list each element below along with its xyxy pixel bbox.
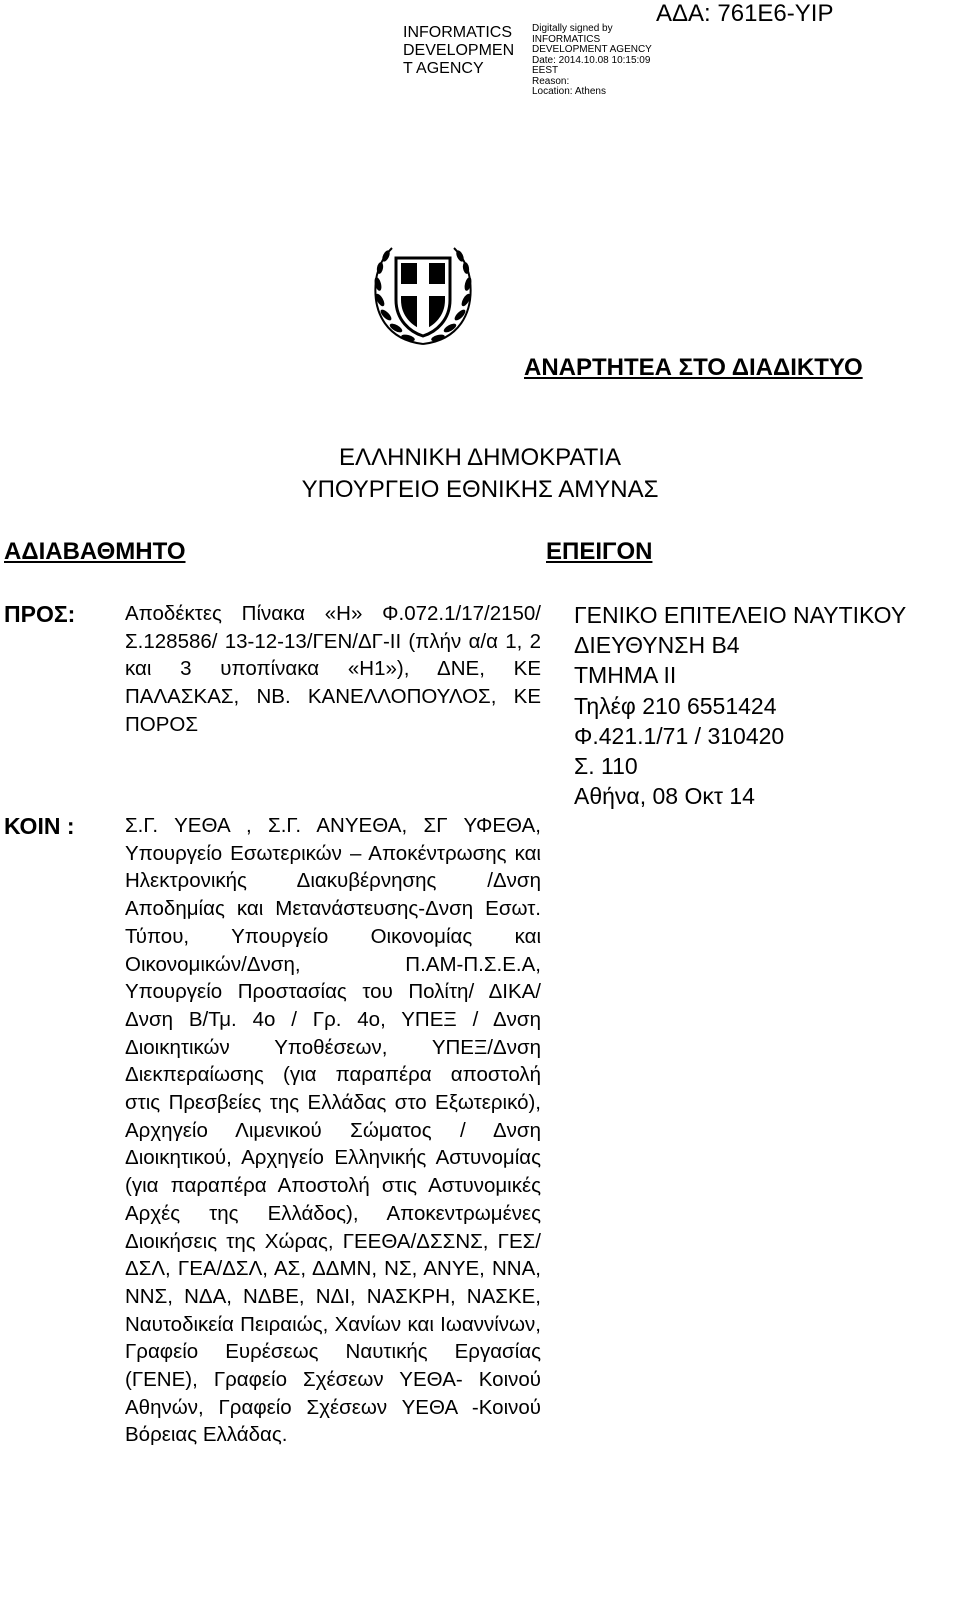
- to-label: ΠΡΟΣ:: [4, 601, 76, 627]
- sender-section: ΤΜΗΜΑ ΙΙ: [574, 662, 677, 689]
- coat-of-arms-icon: [368, 240, 478, 350]
- posting-notice: ΑΝΑΡΤΗΤΕΑ ΣΤΟ ΔΙΑΔΙΚΤΥΟ: [524, 354, 863, 381]
- signature-line: EEST: [532, 65, 559, 76]
- serial-number: Σ. 110: [574, 752, 638, 779]
- urgency-label: ΕΠΕΙΓΟΝ: [546, 538, 653, 565]
- classification-label: ΑΔΙΑΒΑΘΜΗΤΟ: [4, 538, 186, 565]
- signature-line: Date: 2014.10.08 10:15:09: [532, 54, 651, 66]
- signature-line: DEVELOPMENT AGENCY: [532, 44, 652, 55]
- ministry-name: ΥΠΟΥΡΓΕΙΟ ΕΘΝΙΚΗΣ ΑΜΥΝΑΣ: [301, 476, 659, 503]
- signature-line: Reason:: [532, 75, 570, 87]
- signature-details: [532, 24, 652, 98]
- sender-organization: ΓΕΝΙΚΟ ΕΠΙΤΕΛΕΙΟ ΝΑΥΤΙΚΟΥ: [574, 602, 907, 628]
- file-reference: Φ.421.1/71 / 310420: [574, 722, 785, 749]
- cc-recipients: Σ.Γ. ΥΕΘΑ , Σ.Γ. ΑΝΥΕΘΑ, ΣΓ ΥΦΕΘΑ, Υπουργείο Εσωτερικών – Αποκέντρωσης και Ηλεκτρονικής Διακυβέρνησης /Δνση Αποδημίας και Μετανάστευσης-Δνση Εσωτ. Τύπου, Υπουργείο Οικονομίας και Οικονομικών/Δνση, Π.ΑΜ-Π.Σ.Ε.Α, Υπουργείο Προστασίας του Πολίτη/ ΔΙΚΑ/Δνση Β/Τμ. 4ο / Γρ. 4ο, ΥΠΕΞ / Δνση Διοικητικών Υποθέσεων, ΥΠΕΞ/Δνση Διεκπεραίωσης (για παραπέρα αποστολή στις Πρεσβείες της Ελλάδας στο Εξωτερικό), Αρχηγείο Λιμενικού Σώματος / Δνση Διοικητικού, Αρχηγείο Ελληνικής Αστυνομίας (για παραπέρα Αποστολή στις Αστυνομικές Αρχές της Ελλάδος), Αποκεντρωμένες Διοικήσεις της Χώρας, ΓΕΕΘΑ/ΔΣΣΝΣ, ΓΕΣ/ΔΣΛ, ΓΕΑ/ΔΣΛ, ΑΣ, ΔΔΜΝ, ΝΣ, ΑΝΥΕ, ΝΝΑ, ΝΝΣ, ΝΔΑ, ΝΔΒΕ, ΝΔΙ, ΝΑΣΚΡΗ, ΝΑΣΚΕ, Ναυτοδικεία Πειραιώς, Χανίων και Ιωαννίνων, Γραφείο Ευρέσεως Ναυτικής Εργασίας (ΓΕΝΕ), Γραφείο Σχέσεων ΥΕΘΑ- Κοινού Αθηνών, Γραφείο Σχέσεων ΥΕΘΑ -Κοινού Βόρειας Ελλάδας.: [125, 814, 541, 1447]
- place-date: Αθήνα, 08 Οκτ 14: [574, 783, 755, 810]
- signature-agency-name: INFORMATICS DEVELOPMEN T AGENCY: [403, 24, 515, 77]
- sender-phone: Τηλέφ 210 6551424: [574, 692, 777, 719]
- to-recipients: Αποδέκτες Πίνακα «Η» Φ.072.1/17/2150/Σ.128586/ 13-12-13/ΓΕΝ/ΔΓ-ΙΙ (πλήν α/α 1, 2 και 3 υποπίνακα «Η1»), ΔΝΕ, ΚΕ ΠΑΛΑΣΚΑΣ, ΝΒ. ΚΑΝΕΛΛΟΠΟΥΛΟΣ, ΚΕ ΠΟΡΟΣ: [125, 602, 541, 736]
- sender-block: [574, 600, 960, 811]
- sender-directorate: ΔΙΕΥΘΥΝΣΗ Β4: [574, 632, 740, 659]
- signature-line: Location: Athens: [532, 86, 606, 97]
- cc-label: ΚΟΙΝ :: [4, 813, 75, 839]
- ada-code: ΑΔΑ: 761Ε6-ΥΙΡ: [656, 0, 834, 27]
- signature-line: Digitally signed by: [532, 23, 613, 34]
- state-name: ΕΛΛΗΝΙΚΗ ΔΗΜΟΚΡΑΤΙΑ: [339, 444, 621, 471]
- signature-line: INFORMATICS: [532, 33, 601, 45]
